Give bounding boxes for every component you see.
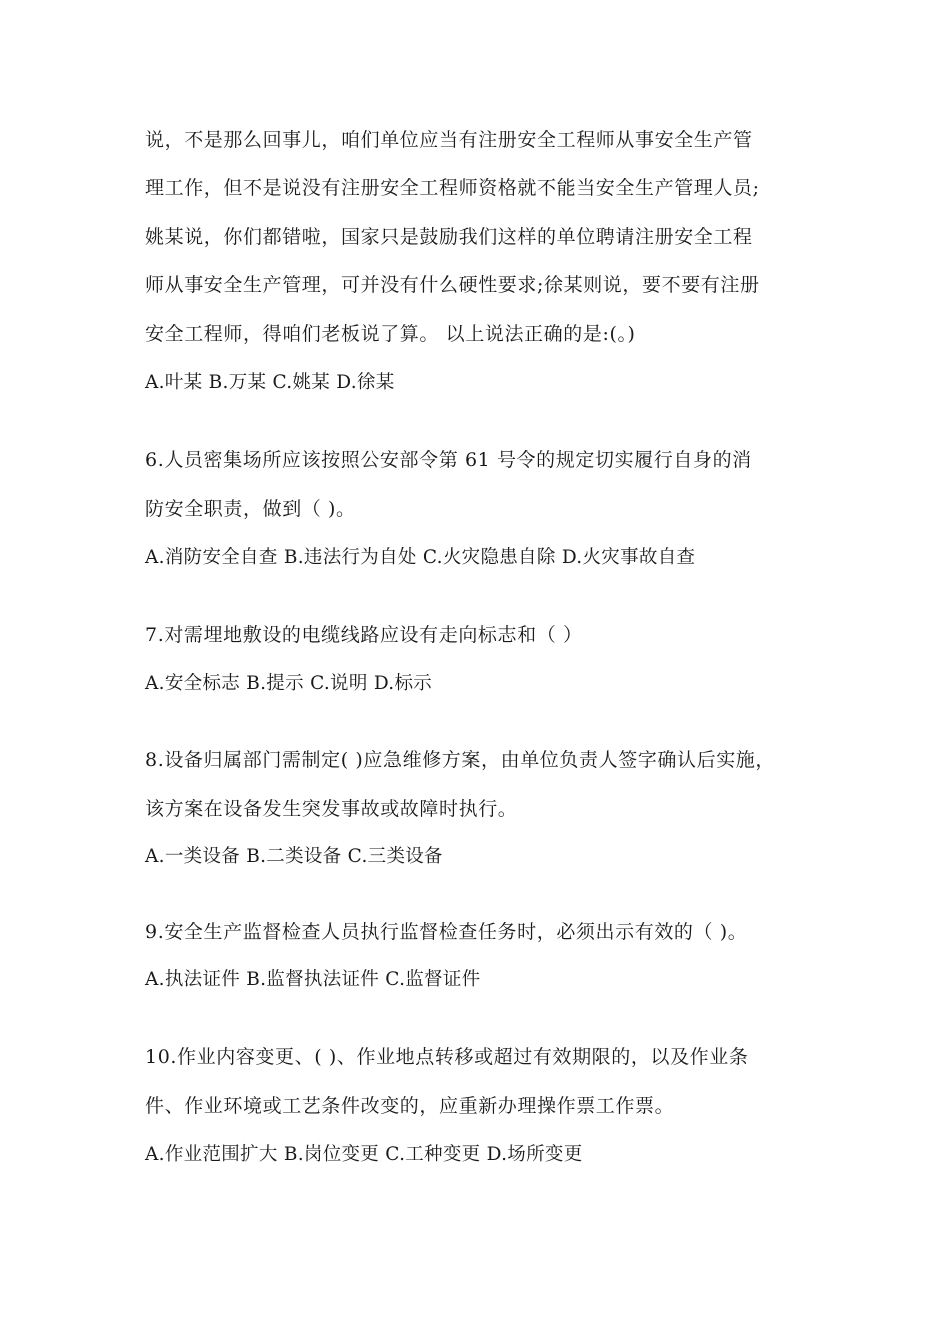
q10-text-line-1: 10.作业内容变更、( )、作业地点转移或超过有效期限的，以及作业条 [145,1046,749,1068]
q5-text-line-2: 理工作，但不是说没有注册安全工程师资格就不能当安全生产管理人员; [145,177,760,199]
q5-text-line-4: 师从事安全生产管理，可并没有什么硬性要求;徐某则说，要不要有注册 [145,274,760,296]
q9-options: A.执法证件 B.监督执法证件 C.监督证件 [145,969,481,990]
q7-text: 7.对需埋地敷设的电缆线路应设有走向标志和（ ） [145,624,583,646]
q6-text-line-2: 防安全职责，做到（ )。 [145,498,356,520]
q8-options: A.一类设备 B.二类设备 C.三类设备 [145,846,443,867]
q5-text-line-5: 安全工程师，得咱们老板说了算。 以上说法正确的是:(。) [145,323,636,345]
q7-options: A.安全标志 B.提示 C.说明 D.标示 [145,673,433,694]
q10-options: A.作业范围扩大 B.岗位变更 C.工种变更 D.场所变更 [145,1144,583,1165]
q5-text-line-3: 姚某说，你们都错啦，国家只是鼓励我们这样的单位聘请注册安全工程 [145,226,753,248]
q5-text-line-1: 说，不是那么回事儿，咱们单位应当有注册安全工程师从事安全生产管 [145,129,753,151]
q10-text-line-2: 件、作业环境或工艺条件改变的，应重新办理操作票工作票。 [145,1095,675,1117]
q9-text: 9.安全生产监督检查人员执行监督检查任务时，必须出示有效的（ )。 [145,921,748,943]
q8-text-line-1: 8.设备归属部门需制定( )应急维修方案，由单位负责人签字确认后实施， [145,749,775,771]
q8-text-line-2: 该方案在设备发生突发事故或故障时执行。 [145,798,518,820]
q5-options: A.叶某 B.万某 C.姚某 D.徐某 [145,372,395,393]
q6-text-line-1: 6.人员密集场所应该按照公安部令第 61 号令的规定切实履行自身的消 [145,449,752,471]
q6-options: A.消防安全自查 B.违法行为自处 C.火灾隐患自除 D.火灾事故自查 [145,547,696,568]
